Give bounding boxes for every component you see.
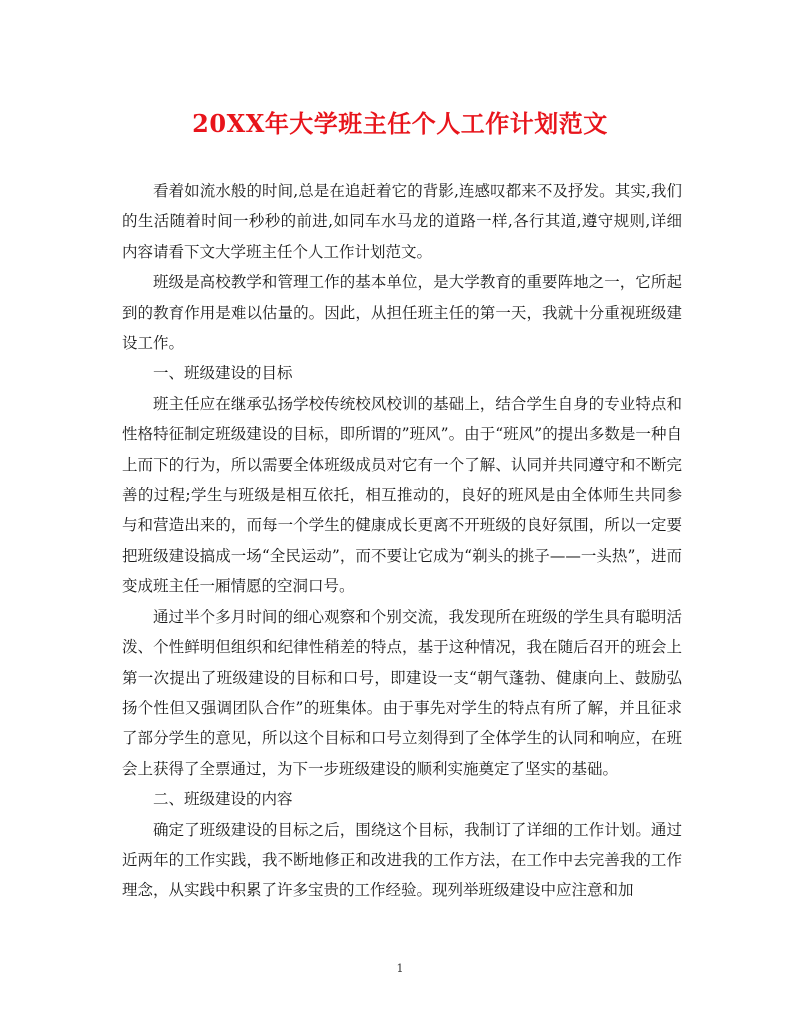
section-heading-content: 二、班级建设的内容 xyxy=(153,790,293,809)
page-number: 1 xyxy=(396,962,404,975)
section-heading-goals: 一、班级建设的目标 xyxy=(153,364,293,383)
paragraph-intro: 看着如流水般的时间,总是在追赶着它的背影,连感叹都来不及抒发。其实,我们的生活随着时间一秒秒的前进,如同车水马龙的道路一样,各行其道,遵守规则,详细内容请看下文大学班主任个人工作计划范文。 xyxy=(122,182,682,261)
document-title: 20XX年大学班主任个人工作计划范文 xyxy=(192,109,608,138)
paragraph-class-unit: 班级是高校教学和管理工作的基本单位，是大学教育的重要阵地之一，它所起到的教育作用是难以估量的。因此，从担任班主任的第一天，我就十分重视班级建设工作。 xyxy=(122,273,682,353)
paragraph-work-plan: 确定了班级建设的目标之后，围绕这个目标，我制订了详细的工作计划。通过近两年的工作实践，我不断地修正和改进我的工作方法，在工作中去完善我的工作理念，从实践中积累了许多宝贵的工作经验。现列举班级建设中应注意和加 xyxy=(122,820,682,900)
paragraph-observation: 通过半个多月时间的细心观察和个别交流，我发现所在班级的学生具有聪明活泼、个性鲜明但组织和纪律性稍差的特点，基于这种情况，我在随后召开的班会上第一次提出了班级建设的目标和口号，即建设一支“朝气蓬勃、健康向上、鼓励弘扬个性但又强调团队合作”的班集体。由于事先对学生的特点有所了解，并且征求了部分学生的意见，所以这个目标和口号立刻得到了全体学生的认同和响应，在班会上获得了全票通过，为下一步班级建设的顺利实施奠定了坚实的基础。 xyxy=(122,607,682,778)
document-body xyxy=(122,176,682,906)
paragraph-class-style: 班主任应在继承弘扬学校传统校风校训的基础上，结合学生自身的专业特点和性格特征制定班级建设的目标，即所谓的”班风”。由于“班风”的提出多数是一种自上而下的行为，所以需要全体班级成员对它有一个了解、认同并共同遵守和不断完善的过程;学生与班级是相互依托，相互推动的，良好的班风是由全体师生共同参与和营造出来的，而每一个学生的健康成长更离不开班级的良好氛围，所以一定要把班级建设搞成一场“全民运动”，而不要让它成为“剃头的挑子——一头热”，进而变成班主任一厢情愿的空洞口号。 xyxy=(122,394,682,596)
